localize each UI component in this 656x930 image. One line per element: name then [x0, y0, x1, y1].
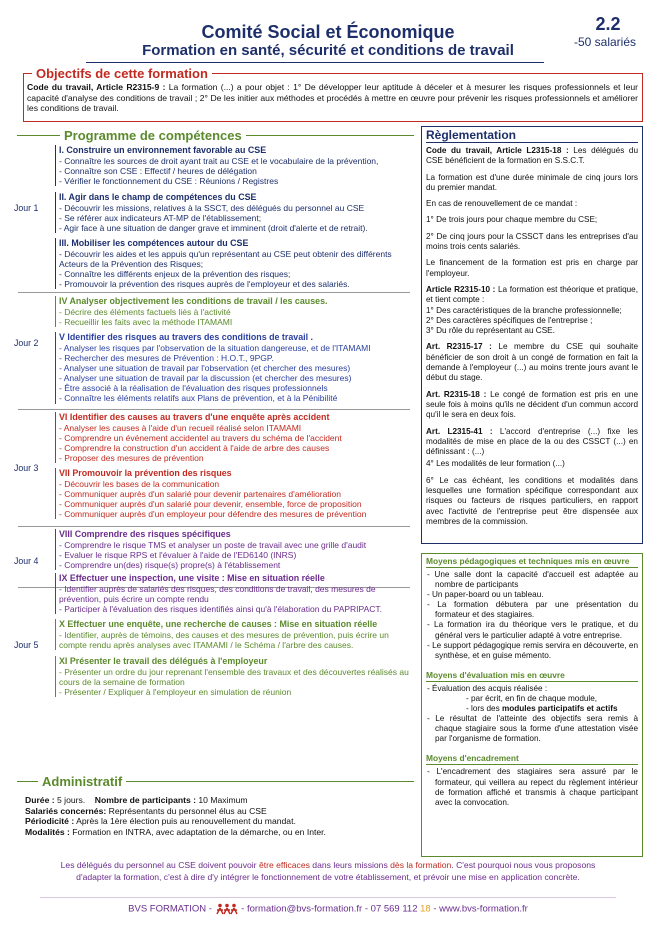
programme-heading: Programme de compétences: [60, 128, 246, 143]
footer-text: Les délégués du personnel au CSE doivent pouvoir: [60, 860, 259, 870]
module-title: IX Effectuer une inspection, une visite : Mise en situation réelle: [59, 573, 325, 583]
module-2: [55, 192, 411, 233]
encadrement-heading: Moyens d'encadrement: [426, 753, 519, 764]
objectifs-ref: Code du travail, Article R2315-9 :: [27, 82, 166, 92]
admin-value: 10 Maximum: [195, 795, 248, 805]
reg-paragraph: [426, 342, 638, 383]
module-title: VIII Comprendre des risques spécifiques: [59, 529, 231, 539]
reg-ref: Art. L2315-41 :: [426, 426, 493, 436]
day-label: Jour 5: [14, 640, 39, 650]
footer-text: . C'est pourquoi nous vous proposons: [451, 860, 596, 870]
module-line: - Présenter un ordre du jour reprenant l'ensemble des travaux et des découvertes réalisés au cours de la semaine de formation: [59, 667, 409, 688]
page-subtitle: Formation en santé, sécurité et conditions de travail: [142, 42, 514, 59]
module-line: - Analyser les risques par l'observation de la situation dangereuse, et de l'ITAMAMI: [59, 343, 371, 353]
objectifs-text: [27, 82, 638, 114]
module-title: III. Mobiliser les compétences autour du CSE: [59, 238, 249, 248]
peda-heading: Moyens pédagogiques et techniques mis en œuvre: [426, 556, 630, 566]
reg-text: Les délégués du CSE bénéficient de la formation en S.S.C.T.: [426, 146, 638, 166]
peda-item: - Une salle dont la capacité d'accueil est adaptée au nombre de participants: [427, 570, 638, 590]
module-line: - Analyser les causes à l'aide d'un recueil réalisé selon ITAMAMI: [59, 423, 302, 433]
module-line: - Promouvoir la prévention des risques auprès de l'employeur et des salariés.: [59, 279, 350, 290]
admin-label: Nombre de participants :: [94, 795, 196, 805]
module-line: - Se référer aux indicateurs AT-MP de l'établissement;: [59, 213, 262, 224]
module-line: - Comprendre un événement accidentel au travers du schéma de l'accident: [59, 433, 342, 444]
reglementation-text: [426, 146, 638, 533]
admin-value: Formation en INTRA, avec adaptation de la démarche, ou en Inter.: [69, 826, 326, 837]
reg-paragraph: 3° Du rôle du représentant au CSE.: [426, 326, 555, 336]
module-line: - Proposer des mesures de prévention: [59, 453, 204, 464]
title-underline: [86, 62, 544, 63]
module-line: - Analyser une situation de travail par la discussion (et chercher des mesures): [59, 373, 352, 384]
reg-paragraph: [426, 427, 638, 458]
footer-contact: [0, 903, 656, 915]
module-line: - Connaître son CSE : Effectif / heures de délégation: [59, 166, 257, 177]
eval-underline: [426, 681, 638, 682]
module-line: - Agir face à une situation de danger grave et imminent (droit d'alerte et de retrait).: [59, 223, 368, 234]
encadrement-underline: [426, 764, 638, 765]
module-title: II. Agir dans le champ de compétences du CSE: [59, 192, 257, 202]
module-line: - Vérifier le fonctionnement du CSE : Réunions / Registres: [59, 176, 279, 187]
footer-message-2: d'adapter la formation, c'est à dire d'y intégrer le fonctionnement de votre établissement, et prévoir une mise en application concrète.: [76, 872, 580, 882]
reg-text: Le congé de formation est pris en une seule fois à moins qu'ils ne décident d'un commun accord qu'il le sera en deux fois.: [426, 389, 638, 420]
module-line: - Identifier auprès de salariés des risques, des conditions de travail, des mesures de prévention, puis écrire un compte rendu: [59, 584, 376, 605]
admin-label: Modalités :: [25, 826, 70, 837]
reg-paragraph: La formation est d'une durée minimale de cinq jours lors du premier mandat.: [426, 172, 638, 192]
reg-paragraph: [426, 285, 638, 306]
module-line: - Connaître les différents enjeux de la prévention des risques;: [59, 269, 291, 280]
module-4: [55, 296, 411, 327]
module-line: - Découvrir les bases de la communication: [59, 479, 220, 489]
module-line: - Rechercher des mesures de Prévention : H.O.T., 9PGP.: [59, 353, 274, 364]
module-line: - Identifier, auprès de témoins, des causes et des mesures de prévention, puis écrire un compte rendu après analyses avec ITAMAMI / le Schéma / l'arbre des causes.: [59, 630, 389, 651]
day-label: Jour 3: [14, 463, 39, 473]
module-6: [55, 412, 411, 463]
module-title: V Identifier des risques au travers des conditions de travail .: [59, 332, 314, 342]
administratif-content: [25, 795, 415, 837]
module-line: - Comprendre le risque TMS et analyser un poste de travail avec une grille d'audit: [59, 540, 367, 550]
footer-emph: être efficaces: [258, 860, 310, 870]
reg-paragraph: Le financement de la formation est pris en charge par l'employeur.: [426, 258, 638, 278]
eval-item-text: - lors des: [466, 704, 502, 714]
module-title: VII Promouvoir la prévention des risques: [59, 468, 232, 478]
day-label: Jour 1: [14, 203, 39, 213]
admin-line: [25, 816, 415, 827]
reg-ref: Art. R2315-18 :: [426, 389, 487, 399]
footer-email[interactable]: - formation@bvs-formation.fr -: [241, 903, 371, 915]
module-title: VI Identifier des causes au travers d'une enquête après accident: [59, 412, 330, 422]
module-line: - Participer à l'évaluation des risques identifiés ainsi qu'à l'élaboration du PAPRIPACT.: [59, 604, 382, 615]
module-7: [55, 468, 411, 519]
module-line: - Connaître les sources de droit ayant trait au CSE et le vocabulaire de la prévention,: [59, 156, 379, 166]
footer-emph: dès la formation: [390, 860, 452, 870]
peda-item: - Le support pédagogique remis servira en découverte, en synthèse, et en guise mémento.: [427, 640, 638, 660]
moyens-content: [426, 556, 638, 808]
course-code-sub: -50 salariés: [573, 35, 637, 49]
day-label: Jour 2: [14, 338, 39, 348]
module-title: XI Présenter le travail des délégués à l'employeur: [59, 656, 268, 666]
footer-phone-suffix: 18: [417, 903, 431, 915]
peda-underline: [426, 567, 638, 568]
reg-paragraph: 2° De cinq jours pour la CSSCT dans les entreprises d'au moins trois cents salariés.: [426, 231, 638, 252]
module-title: I. Construire un environnement favorable au CSE: [59, 145, 267, 155]
module-line: - Communiquer auprès d'un salarié pour devenir partenaires d'amélioration: [59, 489, 342, 500]
module-10: [55, 619, 411, 650]
module-1: [55, 145, 411, 186]
reg-paragraph: 2° Des caractères spécifiques de l'entreprise ;: [426, 315, 593, 325]
day-label: Jour 4: [14, 556, 39, 566]
eval-result: - Le résultat de l'atteinte des objectifs sera remis à chaque stagiaire sous la forme d'une attestation visée par l'organisme de formation.: [427, 714, 638, 744]
module-5: [55, 332, 411, 404]
day-separator: [18, 526, 410, 527]
reglementation-heading: Règlementation: [426, 128, 517, 142]
day-separator: [18, 292, 410, 293]
peda-item: - La formation ira du théorique vers le pratique, et du général vers le particulier adapté à votre entreprise.: [427, 620, 638, 640]
admin-label: Périodicité :: [25, 816, 75, 826]
module-line: - Être associé à la réalisation de l'évaluation des risques professionnels: [59, 383, 328, 394]
eval-item: [426, 704, 638, 714]
module-line: - Communiquer auprès d'un salarié pour devenir, ensemble, force de proposition: [59, 499, 362, 510]
brand-logo-icon: [215, 903, 239, 915]
module-line: - Découvrir les aides et les appuis qu'un représentant au CSE peut obtenir des différents Acteurs de la Prévention des Risques;: [59, 249, 392, 270]
eval-heading: Moyens d'évaluation mis en œuvre: [426, 669, 565, 680]
module-3: [55, 238, 411, 289]
module-line: - Comprendre un(des) risque(s) propre(s) à l'établissement: [59, 560, 281, 571]
reg-text: La formation est théorique et pratique, et tient compte :: [426, 284, 639, 305]
module-line: - Présenter / Expliquer à l'employeur en simulation de réunion: [59, 687, 292, 698]
objectifs-heading: Objectifs de cette formation: [32, 66, 212, 81]
admin-label: Salariés concernés:: [25, 805, 107, 816]
page-title: Comité Social et Économique: [201, 22, 455, 42]
reg-ref: Art. R2315-17 :: [426, 342, 492, 352]
reg-ref: Article R2315-10 :: [426, 284, 496, 294]
eval-item-bold: modules participatifs et actifs: [501, 704, 618, 714]
admin-value: Après la 1ère élection puis au renouvellement du mandat.: [74, 816, 296, 826]
reg-paragraph: 1° Des caractéristiques de la branche professionnelle;: [426, 305, 622, 315]
admin-line: [25, 806, 415, 817]
reg-text: L'accord d'entreprise (...) fixe les modalités de mise en place de la ou des CSSCT (...) en définissant : (...): [426, 426, 638, 457]
reg-paragraph: [426, 146, 638, 167]
module-11: [55, 656, 411, 697]
footer-phone[interactable]: 07 569 112: [370, 903, 418, 915]
encadrement-text: - L'encadrement des stagiaires sera assuré par le formateur, qui veillera au repect du règlement intérieur de formation affiché et transmis à chaque participant avec la convocation.: [427, 767, 638, 807]
objectifs-body: La formation (...) a pour objet : 1° De développer leur aptitude à déceler et à mesurer les risques professionnels et leur capacité d'analyse des conditions de travail ; 2° De les initier aux méthodes et procédés à mettre en œuvre pour prévenir les risques professionnels et améliorer les conditions de travail.: [27, 82, 638, 113]
reg-paragraph: En cas de renouvellement de ce mandat :: [426, 199, 578, 209]
eval-item: - par écrit, en fin de chaque module,: [466, 693, 598, 703]
admin-value: Représentants du personnel élus au CSE: [106, 805, 267, 816]
administratif-heading: Administratif: [38, 774, 126, 789]
module-line: - Communiquer auprès d'un employeur pour défendre des mesures de prévention: [59, 509, 367, 520]
day-separator: [18, 409, 410, 410]
module-8: [55, 529, 411, 570]
module-line: - Décrire des éléments factuels liés à l'activité: [59, 307, 231, 317]
brand-name: BVS FORMATION -: [128, 903, 212, 915]
reg-paragraph: 4° Les modalités de leur formation (...): [426, 459, 565, 469]
footer-website[interactable]: - www.bvs-formation.fr: [430, 903, 528, 915]
reg-ref: Code du travail, Article L2315-18 :: [426, 146, 569, 155]
module-line: - Connaître les éléments relatifs aux Plans de prévention, et à la Pénibilité: [59, 393, 338, 404]
reg-paragraph: 6° Le cas échéant, les conditions et modalités dans lesquelles une formation spécifique correspondant aux risques ou facteurs de risques particuliers, en rapport avec l'activité de l'entreprise peut être dispensée aux membres de la commission.: [426, 475, 638, 526]
module-title: X Effectuer une enquête, une recherche de causes : Mise en situation réelle: [59, 619, 378, 629]
admin-line: [25, 827, 415, 838]
admin-value: 5 jours.: [54, 795, 86, 805]
module-line: - Evaluer le risque RPS et l'évaluer à l'aide de l'ED6140 (INRS): [59, 550, 297, 561]
peda-item: - Un paper-board ou un tableau.: [427, 590, 544, 600]
admin-label: Durée :: [25, 795, 55, 805]
reglementation-underline: [426, 142, 638, 143]
footer-text: dans leurs missions: [309, 860, 391, 870]
reg-text: Le membre du CSE qui souhaite bénéficier de son droit à un congé de formation en fait la demande à l'employeur (...) au moins trente jours avant le début du stage.: [426, 342, 639, 383]
admin-line: [25, 795, 415, 806]
module-9: [55, 573, 411, 614]
peda-item: - La formation débutera par une présentation du formateur et des stagiaires.: [427, 600, 638, 620]
course-code: 2.2: [595, 14, 621, 34]
footer-rule: [40, 897, 616, 898]
eval-intro: - Évaluation des acquis réalisée :: [427, 683, 548, 693]
module-line: - Comprendre la construction d'un accident à l'aide de arbre des causes: [59, 443, 330, 454]
reg-paragraph: [426, 390, 638, 421]
module-line: - Découvrir les missions, relatives à la SSCT, des délégués du personnel au CSE: [59, 203, 365, 213]
module-title: IV Analyser objectivement les conditions de travail / les causes.: [59, 296, 328, 306]
footer-message-1: [14, 860, 642, 871]
reg-paragraph: 1° De trois jours pour chaque membre du CSE;: [426, 215, 598, 225]
module-line: - Recueillir les faits avec la méthode ITAMAMI: [59, 317, 233, 328]
module-line: - Analyser une situation de travail par l'observation (et chercher des mesures): [59, 363, 351, 374]
